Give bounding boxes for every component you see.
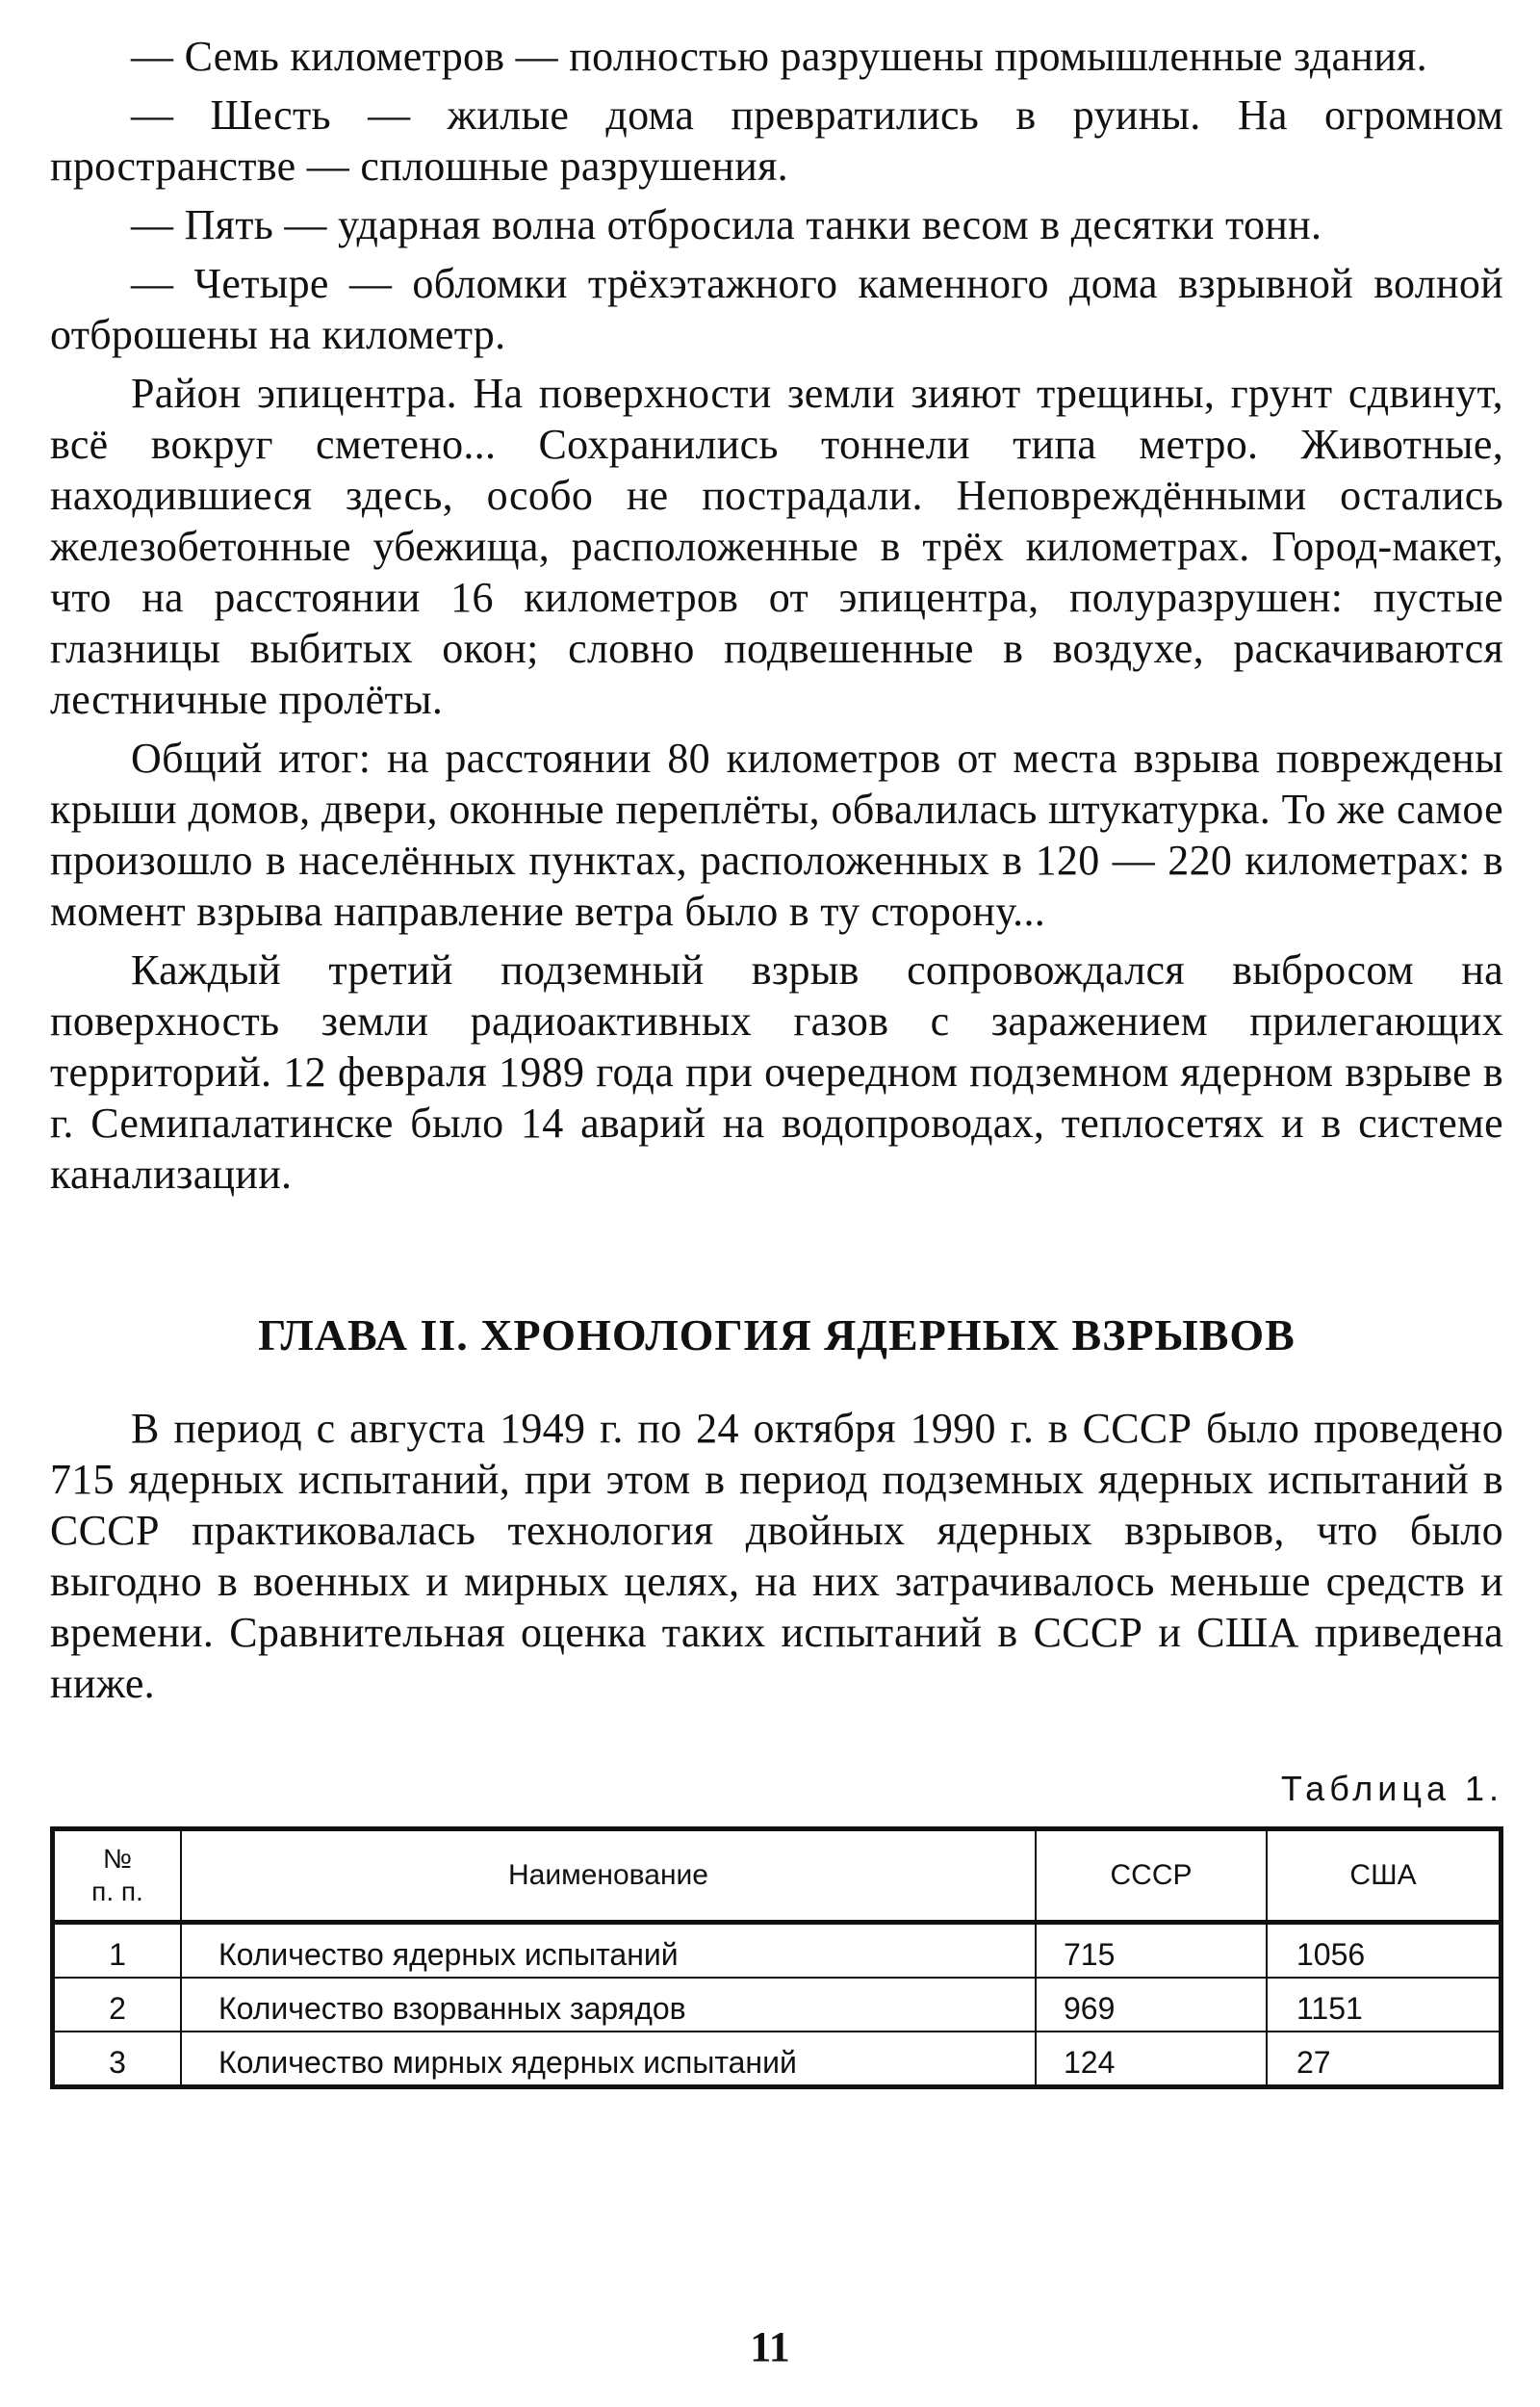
paragraph-underground: Каждый третий подземный взрыв сопровождался выбросом на поверхность земли радиоактивных газов с заражением прилегающих территорий. 12 февраля 1989 года при очередном подземном ядерном взрыве в г. Семипалатинске было 14 аварий на водопроводах, теплосетях и в системе канализации. <box>50 946 1503 1198</box>
row-ussr-value: 124 <box>1036 2032 1267 2087</box>
row-number: 2 <box>53 1978 182 2032</box>
header-name: Наименование <box>181 1829 1036 1923</box>
row-usa-value: 1056 <box>1267 1923 1502 1979</box>
table-row <box>53 2032 1502 2087</box>
header-number-symbol: № <box>102 1844 133 1874</box>
table-header-row <box>53 1829 1502 1923</box>
header-number-abbr: п. п. <box>91 1876 143 1906</box>
paragraph-four-km: — Четыре — обломки трёхэтажного каменного дома взрывной волной отброшены на километр. <box>50 260 1503 358</box>
header-usa: США <box>1267 1829 1502 1923</box>
paragraph-seven-km: — Семь километров — полностью разрушены промышленные здания. <box>131 33 1427 80</box>
chapter-intro: В период с августа 1949 г. по 24 октября 1990 г. в СССР было проведено 715 ядерных испытаний, при этом в период подземных ядерных испытаний в СССР практиковалась технология двойных ядерных взрывов, что было выгодно в военных и мирных целях, на них затрачивалось меньше средств и времени. Сравнительная оценка таких испытаний в СССР и США приведена ниже. <box>50 1405 1503 1707</box>
comparison-table <box>50 1826 1503 2089</box>
row-name: Количество взорванных зарядов <box>181 1978 1036 2032</box>
paragraph-summary: Общий итог: на расстоянии 80 километров от места взрыва повреждены крыши домов, двери, оконные переплёты, обвалилась штукатурка. То же самое произошло в населённых пунктах, расположенных в 120 — 220 километрах: в момент взрыва направление ветра было в ту сторону... <box>50 735 1503 935</box>
row-name: Количество ядерных испытаний <box>181 1923 1036 1979</box>
paragraph-epicenter: Район эпицентра. На поверхности земли зияют трещины, грунт сдвинут, всё вокруг сметено... Сохранились тоннели типа метро. Животные, находившиеся здесь, особо не пострадали. Неповреждёнными остались железобетонные убежища, расположенные в трёх километрах. Город-макет, что на расстоянии 16 километров от эпицентра, полуразрушен: пустые глазницы выбитых окон; словно подвешенные в воздухе, раскачиваются лестничные пролёты. <box>50 370 1503 723</box>
page-number: 11 <box>750 2323 790 2370</box>
table-row <box>53 1978 1502 2032</box>
row-ussr-value: 969 <box>1036 1978 1267 2032</box>
row-number: 3 <box>53 2032 182 2087</box>
table-caption: Таблица 1. <box>1280 1769 1503 1808</box>
row-name: Количество мирных ядерных испытаний <box>181 2032 1036 2087</box>
row-number: 1 <box>53 1923 182 1979</box>
header-number <box>53 1829 182 1923</box>
chapter-title: ГЛАВА II. ХРОНОЛОГИЯ ЯДЕРНЫХ ВЗРЫВОВ <box>258 1310 1296 1359</box>
table-row <box>53 1923 1502 1979</box>
page-content <box>50 31 1503 2089</box>
row-ussr-value: 715 <box>1036 1923 1267 1979</box>
paragraph-five-km: — Пять — ударная волна отбросила танки весом в десятки тонн. <box>131 201 1322 248</box>
row-usa-value: 1151 <box>1267 1978 1502 2032</box>
paragraph-six-km: — Шесть — жилые дома превратились в руины. На огромном пространстве — сплошные разрушения. <box>50 91 1503 190</box>
row-usa-value: 27 <box>1267 2032 1502 2087</box>
header-ussr: СССР <box>1036 1829 1267 1923</box>
